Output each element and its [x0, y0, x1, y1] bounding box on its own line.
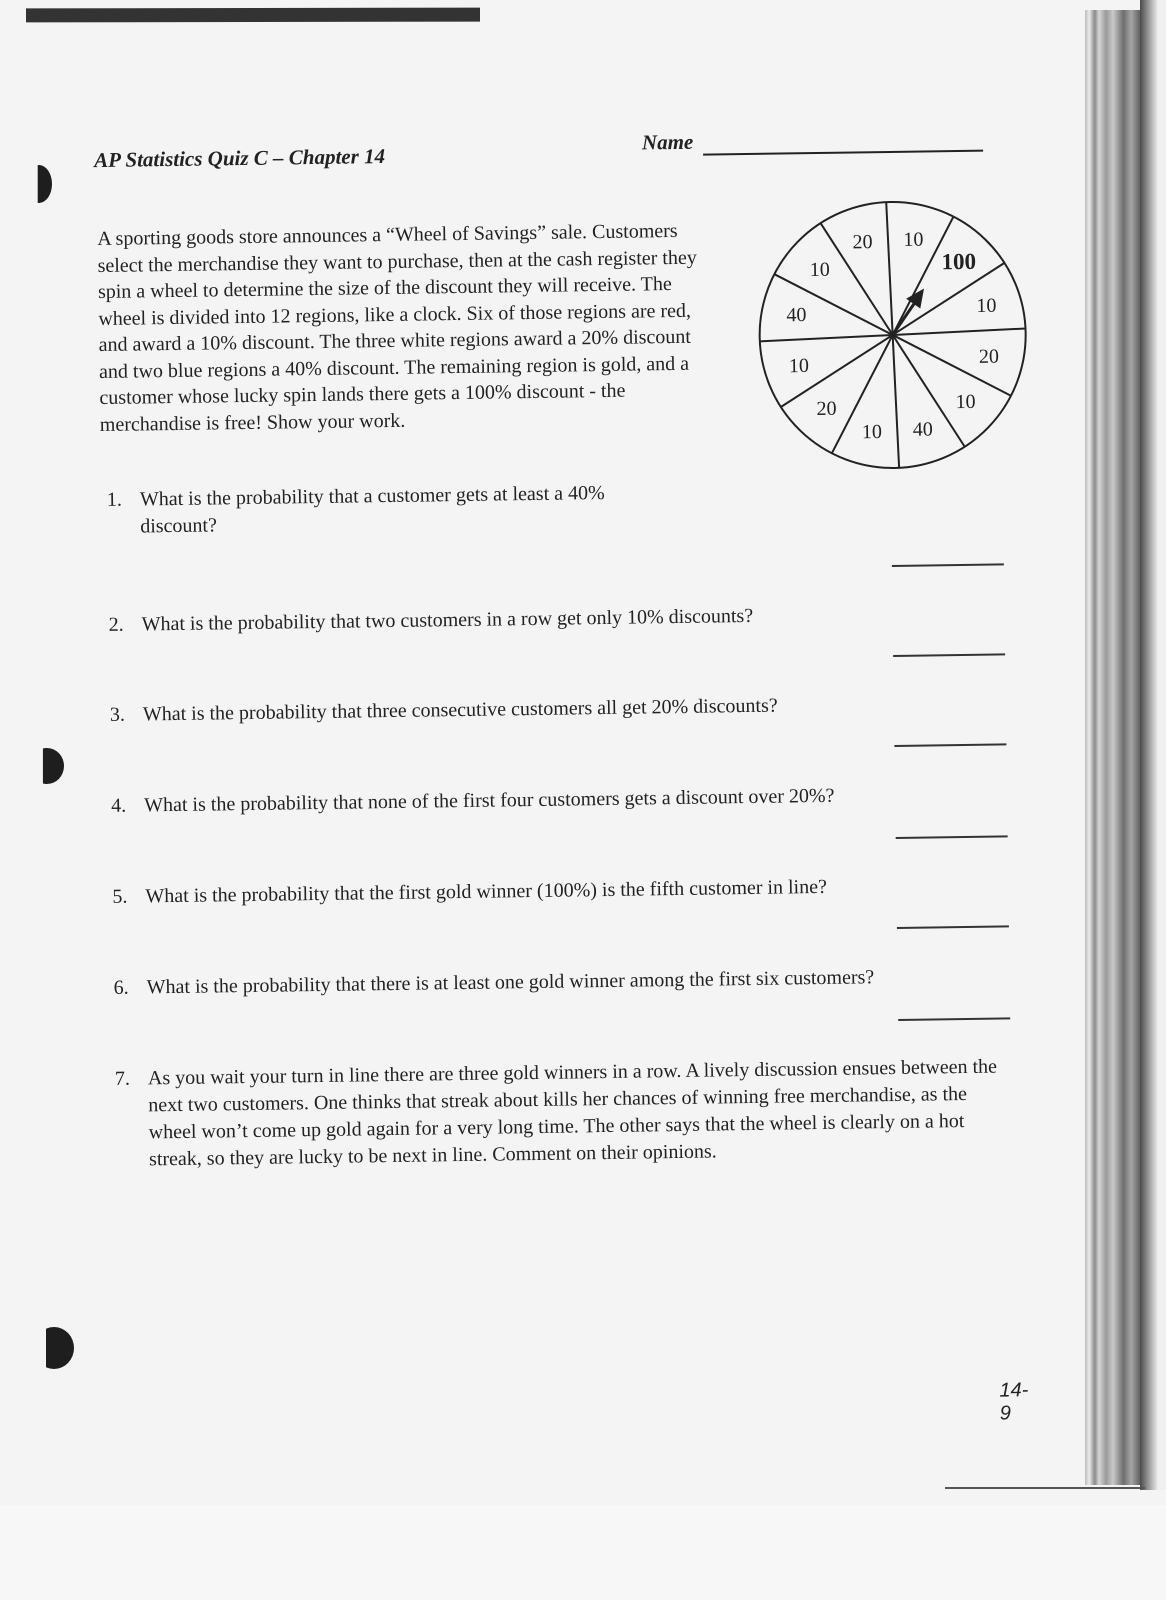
- intro-paragraph: A sporting goods store announces a “Wheel of Savings” sale. Customers select the merchandise they want to purchase, then at the cash register they spin a wheel to determine the size of the discount they will receive. The wheel is divided into 12 regions, like a clock. Six of those regions are red, and award a 10% discount. The three white regions award a 20% discount and two blue regions a 40% discount. The remaining region is gold, and a customer whose lucky spin lands there gets a 100% discount - the merchandise is free! Show your work.: [97, 219, 697, 436]
- question-text: As you wait your turn in line there are three gold winners in a row. A lively discussion ensues between the next two customers. One thinks that streak about kills her chances of winning free merchandise, as the wheel won’t come up gold again for a very long time. The other says that the wheel is clearly on a hot streak, so they are lucky to be next in line. Comment on their opinions.: [147, 1055, 998, 1171]
- binding-shadow: [1140, 0, 1166, 1490]
- quiz-title: AP Statistics Quiz C – Chapter 14: [93, 144, 386, 173]
- question-text: What is the probability that a customer gets at least a 40% discount?: [139, 481, 605, 538]
- answer-line-2[interactable]: [893, 653, 1005, 656]
- punch-hole: [34, 1327, 74, 1369]
- question-1: [106, 479, 707, 538]
- question-2: [108, 599, 1008, 636]
- wheel-spoke: [893, 335, 899, 468]
- question-text: What is the probability that two customers in a row get only 10% discounts?: [141, 604, 754, 636]
- question-text: What is the probability that three consecutive customers all get 20% discounts?: [142, 694, 778, 726]
- wheel-spoke: [893, 328, 1026, 334]
- wheel-region-label: 20: [852, 231, 873, 254]
- question-number: 1.: [106, 488, 123, 511]
- wheel-region-label: 10: [903, 228, 924, 251]
- answer-line-6[interactable]: [898, 1017, 1010, 1020]
- question-number: 6.: [113, 976, 129, 999]
- question-5: [112, 871, 1012, 908]
- name-label: Name: [641, 129, 694, 155]
- question-text: What is the probability that there is at least one gold winner among the first six customers?: [146, 966, 875, 999]
- question-7: [114, 1053, 1015, 1171]
- scan-bottom-band: [0, 1505, 1166, 1600]
- question-number: 3.: [109, 703, 126, 726]
- punch-hole: [30, 748, 64, 784]
- name-field-line: [703, 150, 983, 156]
- question-6: [113, 962, 1014, 999]
- wheel-region-label: 40: [912, 418, 933, 441]
- answer-line-4[interactable]: [896, 835, 1008, 838]
- wheel-region-label: 10: [976, 294, 997, 317]
- answer-line-1[interactable]: [892, 563, 1004, 566]
- question-number: 5.: [112, 885, 128, 908]
- wheel-region-label: 10: [955, 390, 976, 414]
- question-number: 7.: [114, 1067, 131, 1090]
- question-number: 4.: [111, 794, 127, 817]
- spinner-arrow-icon: [892, 289, 925, 335]
- wheel-region-label: 20: [816, 397, 837, 421]
- wheel-region-label: 10: [809, 258, 830, 282]
- question-text: What is the probability that the first gold winner (100%) is the fifth customer in line?: [145, 875, 828, 908]
- wheel-region-label: 100: [941, 248, 977, 275]
- wheel-region-label: 40: [786, 304, 807, 327]
- question-text: What is the probability that none of the first four customers gets a discount over 20%?: [144, 784, 835, 817]
- answer-line-5[interactable]: [897, 925, 1009, 928]
- answer-line-3[interactable]: [894, 743, 1006, 746]
- wheel-region-label: 10: [788, 354, 810, 378]
- question-number: 2.: [108, 613, 124, 636]
- question-3: [109, 689, 1010, 726]
- wheel-region-label: 10: [861, 421, 883, 444]
- wheel-region-label: 20: [978, 345, 1000, 368]
- wheel-of-savings: [753, 197, 1037, 481]
- bottom-edge-line: [945, 1487, 1145, 1489]
- wheel-spoke: [760, 335, 893, 341]
- top-edge-shadow: [26, 8, 480, 23]
- page-number: 14-9: [999, 1379, 1029, 1425]
- question-4: [111, 780, 1011, 817]
- wheel-spoke: [886, 202, 892, 335]
- punch-hole: [26, 165, 52, 203]
